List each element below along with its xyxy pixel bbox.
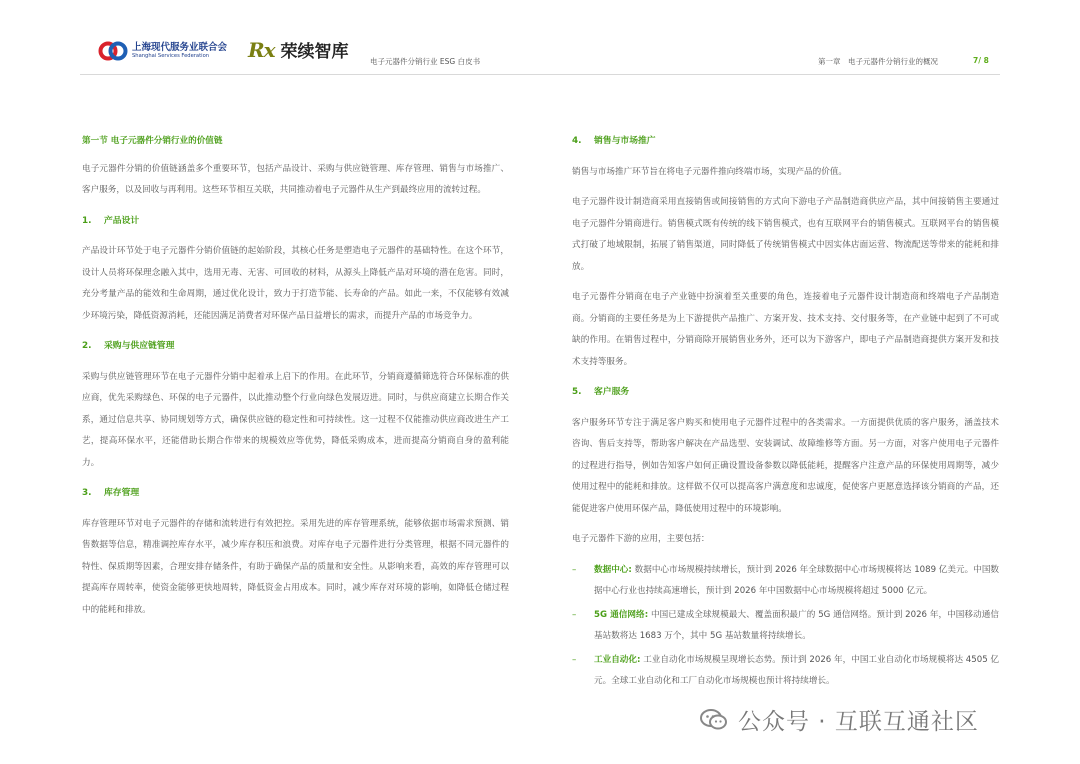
bullet-label: 数据中心: <box>594 564 632 575</box>
bullet-text: 数据中心市场规模持续增长，预计到 2026 年全球数据中心市场规模将达 1089 亿美元。中国数据中心行业也持续高速增长，预计到 2026 年中国数据中心市场规模将超过 5000 亿元。 <box>594 564 1000 596</box>
shanghai-services-federation-logo <box>98 40 227 62</box>
intro-paragraph: 电子元器件分销的价值链涵盖多个重要环节，包括产品设计、采购与供应链管理、库存管理、销售与市场推广、客户服务，以及回收与再利用。这些环节相互关联，共同推动着电子元器件从生产到最终应用的流转过程。 <box>82 163 509 195</box>
rongxu-think-tank-logo <box>248 37 349 62</box>
wechat-icon <box>700 709 728 731</box>
bullet-label: 5G 通信网络: <box>594 609 649 620</box>
right-column <box>572 131 999 695</box>
chapter-title: 第一章 电子元器件分销行业的概况 <box>818 57 938 66</box>
federation-name-en: Shanghai Services Federation <box>132 53 210 59</box>
paragraph-product-design: 产品设计环节处于电子元器件分销价值链的起始阶段，其核心任务是塑造电子元器件的基础特性。在这个环节，设计人员将环保理念融入其中，选用无毒、无害、可回收的材料，从源头上降低产品对环境的潜在危害。同时，充分考量产品的能效和生命周期，通过优化设计，致力于打造节能、长寿命的产品。如此一来，不仅能够有效减少环境污染，降低资源消耗，还能因满足消费者对环保产品日益增长的需求，而提升产品的市场竞争力。 <box>82 246 509 321</box>
paragraph-sales-1: 销售与市场推广环节旨在将电子元器件推向终端市场，实现产品的价值。 <box>572 166 848 177</box>
bullet-text: 中国已建成全球规模最大、覆盖面积最广的 5G 通信网络。预计到 2026 年，中国移动通信基站数将达 1683 万个，其中 5G 基站数量将持续增长。 <box>594 609 999 641</box>
bullet-dash: – <box>572 654 577 665</box>
rx-logo-mark: Rx <box>248 37 275 62</box>
think-tank-name: 荣续智库 <box>280 42 349 62</box>
bullet-text: 工业自动化市场规模呈现增长态势。预计到 2026 年，中国工业自动化市场规模将达 4505 亿元。全球工业自动化和工厂自动化市场规模也预计将持续增长。 <box>594 654 1000 686</box>
heading-product-design: 1. 产品设计 <box>82 215 140 226</box>
section-title: 第一节 电子元器件分销行业的价值链 <box>82 136 223 146</box>
paragraph-downstream-intro: 电子元器件下游的应用，主要包括： <box>572 534 710 544</box>
heading-procurement: 2. 采购与供应链管理 <box>82 341 175 351</box>
list-item <box>572 605 999 648</box>
paragraph-customer-service: 客户服务环节专注于满足客户购买和使用电子元器件过程中的各类需求。一方面提供优质的客户服务，涵盖技术咨询、售后支持等，帮助客户解决在产品选型、安装调试、故障维修等方面。另一方面，对客户使用电子元器件的过程进行指导，例如告知客户如何正确设置设备参数以降低能耗，提醒客户注意产品的环保使用周期等，减少使用过程中的能耗和排放。这样做不仅可以提高客户满意度和忠诚度，促使客户更愿意选择该分销商的产品，还能促进客户使用环保产品，降低使用过程中的环境影响。 <box>572 417 999 514</box>
header-divider <box>80 74 1000 75</box>
bullet-dash: – <box>572 564 577 575</box>
left-column <box>82 131 509 630</box>
heading-sales: 4. 销售与市场推广 <box>572 136 656 146</box>
list-item <box>572 650 999 693</box>
document-title: 电子元器件分销行业 ESG 白皮书 <box>370 57 481 66</box>
list-item <box>572 560 999 603</box>
paragraph-sales-2: 电子元器件设计制造商采用直接销售或间接销售的方式向下游电子产品制造商供应产品，其中间接销售主要通过电子元器件分销商进行。销售模式既有传统的线下销售模式，也有互联网平台的销售模式。互联网平台的销售模式打破了地域限制，拓展了销售渠道，同时降低了传统销售模式中因实体店面运营、物流配送等带来的能耗和排放。 <box>572 197 999 272</box>
page-header <box>0 0 1080 80</box>
bullet-label: 工业自动化: <box>594 654 641 665</box>
paragraph-sales-3: 电子元器件分销商在电子产业链中扮演着至关重要的角色，连接着电子元器件设计制造商和终端电子产品制造商。分销商的主要任务是为上下游提供产品推广、方案开发、技术支持、交付服务等，在产业链中起到了不可或缺的作用。在销售过程中，分销商除开展销售业务外，还可以为下游客户，即电子产品制造商提供方案开发和技术支持等服务。 <box>572 292 999 367</box>
paragraph-inventory: 库存管理环节对电子元器件的存储和流转进行有效把控。采用先进的库存管理系统，能够依据市场需求预测、销售数据等信息，精准调控库存水平，减少库存积压和浪费。对库存电子元器件进行分类管理，根据不同元器件的特性、保质期等因素，合理安排存储条件，有助于确保产品的质量和安全性。从影响来看，高效的库存管理可以提高库存周转率，使资金能够更快地周转，降低资金占用成本。同时，减少库存对环境的影响，如降低仓储过程中的能耗和排放。 <box>82 518 509 615</box>
federation-name-cn: 上海现代服务业联合会 <box>132 42 228 53</box>
page-number: 7/ 8 <box>973 56 989 65</box>
watermark-text: 公众号 · 互联互通社区 <box>738 709 979 735</box>
bullet-dash: – <box>572 609 577 620</box>
heading-customer-service: 5. 客户服务 <box>572 387 630 397</box>
wechat-watermark <box>700 703 979 736</box>
heading-inventory: 3. 库存管理 <box>82 488 140 498</box>
paragraph-procurement: 采购与供应链管理环节在电子元器件分销中起着承上启下的作用。在此环节，分销商遵循筛选符合环保标准的供应商，优先采购绿色、环保的电子元器件，以此推动整个行业向绿色发展迈进。同时，与供应商建立长期合作关系，通过信息共享、协同规划等方式，确保供应链的稳定性和可持续性。这一过程不仅能推动供应商改进生产工艺，提高环保水平，还能借助长期合作带来的规模效应等优势，降低采购成本，进而提高分销商自身的盈利能力。 <box>82 371 509 468</box>
federation-logo-icon <box>98 40 128 62</box>
